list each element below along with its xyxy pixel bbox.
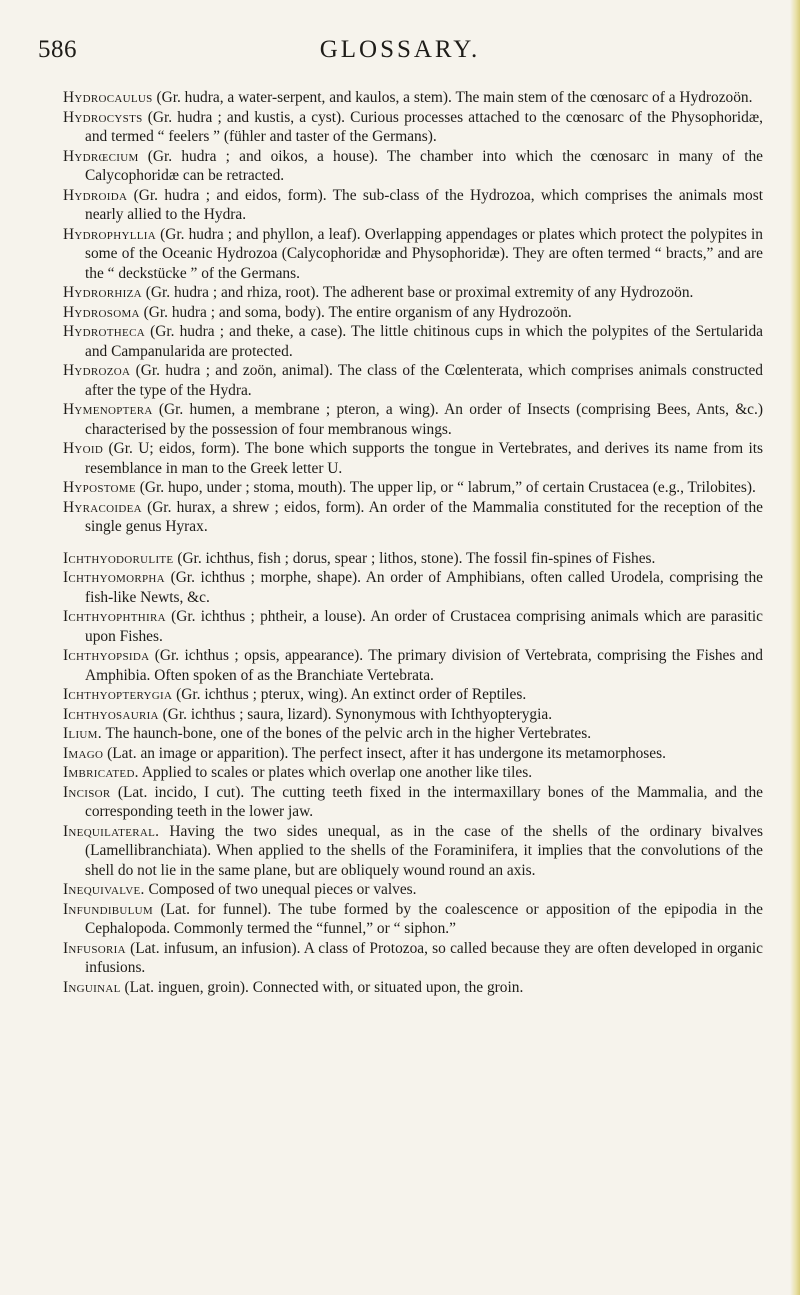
glossary-entry [63,400,763,439]
entry-definition: (Gr. ichthus, fish ; dorus, spear ; lithos, stone). The fossil fin-spines of Fishes. [177,549,656,567]
glossary-entry [63,900,763,939]
entry-term: Inequilateral. [63,822,160,840]
entry-term: Ilium. [63,725,102,742]
glossary-entry [63,744,763,764]
entry-definition: (Gr. hudra, a water-serpent, and kaulos, a stem). The main stem of the cœnosarc of a Hydrozoön. [156,89,753,106]
entry-definition: (Gr. hupo, under ; stoma, mouth). The upper lip, or “ labrum,” of certain Crustacea (e.g., Trilobites). [139,479,756,496]
glossary-entry [63,478,763,498]
glossary-entry [63,361,763,400]
entry-term: Hydrocaulus [63,89,153,106]
entry-term: Ichthyopterygia [63,686,173,703]
glossary-entry [63,186,763,225]
entry-definition: (Lat. infusum, an infusion). A class of Protozoa, so called because they are often developed in organic infusions. [85,939,763,976]
glossary-entry [63,108,763,147]
running-title: GLOSSARY. [319,36,481,63]
entry-definition: (Gr. hudra ; and oikos, a house). The chamber into which the cœnosarc in many of the Calycophoridæ can be retracted. [85,147,763,184]
entry-term: Hydrotheca [63,323,145,340]
glossary-entry [63,498,763,537]
entry-term: Infusoria [63,939,126,957]
entry-term: Hydrocysts [63,108,143,126]
entry-term: Incisor [63,783,111,801]
entry-definition: Having the two sides unequal, as in the case of the shells of the ordinary bivalves (Lamellibranchiata). When applied to the shells of the Foraminifera, it implies that the convolutions of the shell do not lie in the same plane, but are obliquely wound round an axis. [85,822,763,879]
entry-term: Ichthyopsida [63,647,150,664]
entry-definition: (Gr. humen, a membrane ; pteron, a wing). An order of Insects (comprising Bees, Ants, &c.) characterised by the possession of four membranous wings. [85,401,763,438]
entry-definition: The haunch-bone, one of the bones of the pelvic arch in the higher Vertebrates. [105,725,592,742]
entry-term: Hyoid [63,440,104,457]
page-number: 586 [38,36,77,63]
page-edge-shadow [790,0,800,1295]
entry-definition: (Lat. an image or apparition). The perfect insect, after it has undergone its metamorphoses. [107,744,666,762]
entry-term: Hyracoidea [63,498,142,516]
entry-term: Hydrœcium [63,147,139,165]
entry-term: Imbricated. [63,764,139,781]
entry-term: Hypostome [63,479,136,496]
glossary-entry [63,88,763,108]
entry-term: Ichthyomorpha [63,569,165,586]
section-gap [63,537,763,549]
entry-definition: (Gr. ichthus ; opsis, appearance). The primary division of Vertebrata, comprising the Fishes and Amphibia. Often spoken of as the Branchiate Vertebrata. [85,647,763,684]
glossary-entry [63,322,763,361]
entry-definition: (Lat. for funnel). The tube formed by the coalescence or apposition of the epipodia in the Cephalopoda. Commonly termed the “funnel,” or “ siphon.” [85,900,763,937]
entry-definition: (Gr. hudra ; and rhiza, root). The adherent base or proximal extremity of any Hydrozoön. [145,284,694,301]
entry-definition: (Gr. ichthus ; pterux, wing). An extinct order of Reptiles. [176,686,527,703]
entry-definition: (Gr. ichthus ; saura, lizard). Synonymous with Ichthyopterygia. [162,705,553,723]
entry-term: Infundibulum [63,900,154,918]
entry-definition: (Lat. inguen, groin). Connected with, or situated upon, the groin. [124,978,524,996]
entry-definition: (Gr. hudra ; and soma, body). The entire organism of any Hydrozoön. [143,303,572,321]
glossary-body [63,88,763,997]
glossary-entry [63,705,763,725]
glossary-entry [63,763,763,783]
glossary-entry [63,303,763,323]
glossary-entry [63,880,763,900]
glossary-entry [63,568,763,607]
glossary-entry [63,939,763,978]
glossary-entry [63,607,763,646]
entry-definition: (Gr. hudra ; and phyllon, a leaf). Overlapping appendages or plates which protect the polypites in some of the Oceanic Hydrozoa (Calycophoridæ and Physophoridæ). They are often termed “ bracts,” and are the “ deckstücke ” of the Germans. [85,225,763,282]
page-header [0,36,800,76]
glossary-entry [63,646,763,685]
entry-term: Hymenoptera [63,401,153,418]
glossary-entry [63,978,763,998]
glossary-entry [63,724,763,744]
glossary-entry [63,685,763,705]
glossary-entry [63,822,763,881]
entry-definition: (Gr. hurax, a shrew ; eidos, form). An order of the Mammalia constituted for the reception of the single genus Hyrax. [85,498,763,535]
glossary-entry [63,283,763,303]
entry-definition: (Gr. hudra ; and zoön, animal). The class of the Cœlenterata, which comprises animals constructed after the type of the Hydra. [85,362,763,399]
entry-definition: (Lat. incido, I cut). The cutting teeth fixed in the intermaxillary bones of the Mammalia, and the corresponding teeth in the lower jaw. [85,783,763,820]
glossary-entry [63,783,763,822]
entry-definition: Applied to scales or plates which overlap one another like tiles. [141,764,533,781]
glossary-entry [63,549,763,569]
entry-definition: (Gr. ichthus ; morphe, shape). An order of Amphibians, often called Urodela, comprising the fish-like Newts, &c. [85,569,763,606]
entry-term: Hydrophyllia [63,225,156,243]
entry-term: Inequivalve. [63,881,145,898]
entry-definition: (Gr. ichthus ; phtheir, a louse). An order of Crustacea comprising animals which are parasitic upon Fishes. [85,608,763,645]
entry-definition: (Gr. hudra ; and kustis, a cyst). Curious processes attached to the cœnosarc of the Physophoridæ, and termed “ feelers ” (fühler and taster of the Germans). [85,108,763,145]
entry-term: Hydrorhiza [63,284,142,301]
entry-term: Hydroida [63,186,128,204]
entry-term: Inguinal [63,978,121,996]
entry-term: Ichthyophthira [63,608,166,625]
entry-term: Ichthyosauria [63,705,159,723]
entry-term: Hydrosoma [63,303,140,321]
entry-definition: (Gr. U; eidos, form). The bone which supports the tongue in Vertebrates, and derives its name from its resemblance in man to the Greek letter U. [85,440,763,477]
entry-term: Ichthyodorulite [63,549,174,567]
entry-definition: Composed of two unequal pieces or valves. [148,881,417,898]
entry-definition: (Gr. hudra ; and eidos, form). The sub-class of the Hydrozoa, which comprises the animals most nearly allied to the Hydra. [85,186,763,223]
glossary-entry [63,147,763,186]
glossary-entry [63,439,763,478]
entry-term: Hydrozoa [63,362,131,379]
entry-definition: (Gr. hudra ; and theke, a case). The little chitinous cups in which the polypites of the Sertularida and Campanularida are protected. [85,323,763,360]
glossary-entry [63,225,763,284]
entry-term: Imago [63,744,104,762]
